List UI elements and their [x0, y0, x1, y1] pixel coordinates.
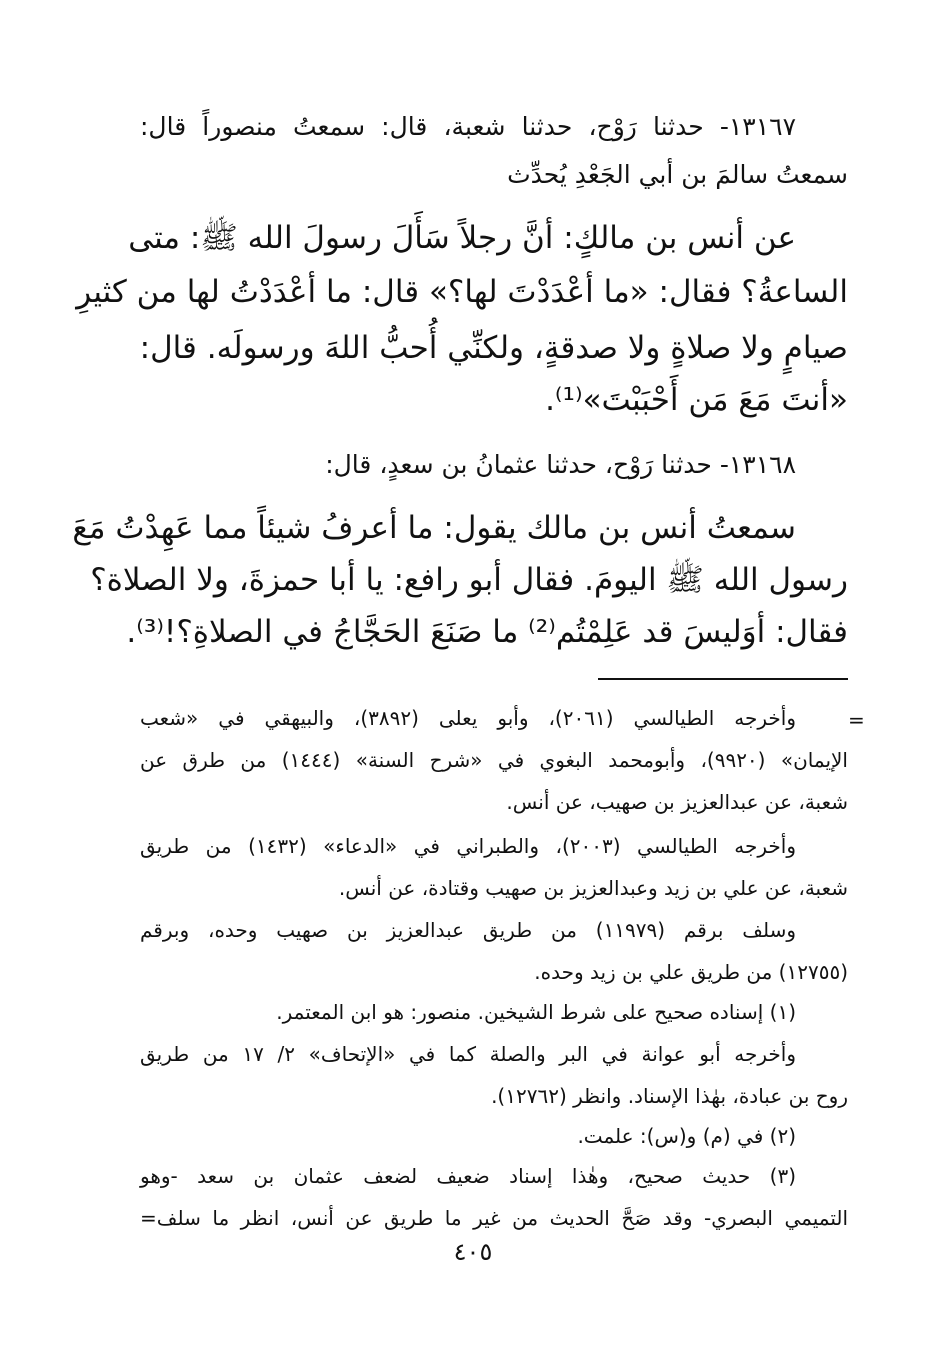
hadith-13168-matn-line-2: رسول الله ﷺ اليومَ. فقال أبو رافع: يا أبا حمزةَ، ولا الصلاة؟	[90, 562, 848, 598]
continuation-mark: =	[848, 708, 865, 732]
footnote-line: وسلف برقم (١١٩٧٩) من طريق عبدالعزيز بن صهيب وحده، وبرقم	[140, 918, 797, 942]
page-number: ٤٠٥	[453, 1238, 493, 1266]
hadith-13167-matn-line-4: «أنتَ مَعَ مَن أَحْبَبْتَ»⁽¹⁾.	[545, 382, 848, 418]
footnote-3-text: (٣) حديث صحيح، وهٰذا إسناد ضعيف لضعف عثمان بن سعد -وهو	[140, 1164, 796, 1188]
hadith-13168-matn-line-1: سمعتُ أنس بن مالك يقول: ما أعرفُ شيئاً مما عَهِدْتُ مَعَ	[72, 510, 796, 546]
hadith-13168-isnad-line: ١٣١٦٨- حدثنا رَوْح، حدثنا عثمانُ بن سعدٍ، قال:	[325, 450, 796, 479]
footnote-line: الإيمان» (٩٩٢٠)، وأبومحمد البغوي في «شرح السنة» (١٤٤٤) من طرق عن	[140, 748, 848, 772]
hadith-13167-matn-line-2: الساعةُ؟ فقال: «ما أعْدَدْتَ لها؟» قال: ما أعْدَدْتُ لها من كثيرِ	[76, 274, 848, 310]
hadith-13168-matn-line-3: فقال: أوَليسَ قد عَلِمْتُم⁽²⁾ ما صَنَعَ الحَجَّاجُ في الصلاةِ؟!⁽³⁾.	[126, 614, 848, 650]
hadith-13167-matn-line-1: عن أنس بن مالكٍ: أنَّ رجلاً سَأَلَ رسولَ الله ﷺ: متى	[128, 220, 796, 256]
footnote-line: التميمي البصري- وقد صَحَّ الحديث من غير ما طريق عن أنس، انظر ما سلف=	[140, 1206, 848, 1230]
footnote-line: شعبة، عن عبدالعزيز بن صهيب، عن أنس.	[506, 790, 848, 814]
hadith-13167-matn-line-3: صيامٍ ولا صلاةٍ ولا صدقةٍ، ولكنِّي أُحبُّ اللهَ ورسولَه. قال:	[139, 330, 848, 366]
footnote-line: شعبة، عن علي بن زيد وعبدالعزيز بن صهيب وقتادة، عن أنس.	[338, 876, 848, 900]
hadith-13167-isnad-line-2: سمعتُ سالمَ بن أبي الجَعْدِ يُحدِّث	[507, 160, 848, 189]
footnote-separator	[598, 678, 848, 680]
footnote-line: روح بن عبادة، بهٰذا الإسناد. وانظر (١٢٧٦٢).	[491, 1084, 848, 1108]
footnote-1-text: (١) إسناده صحيح على شرط الشيخين. منصور: هو ابن المعتمر.	[276, 1000, 796, 1024]
footnote-2-text: (٢) في (م) و(س): علمت.	[577, 1124, 796, 1148]
footnote-line: وأخرجه الطيالسي (٢٠٦١)، وأبو يعلى (٣٨٩٢)، والبيهقي في «شعب	[140, 706, 796, 730]
hadith-13167-isnad-line-1: ١٣١٦٧- حدثنا رَوْح، حدثنا شعبة، قال: سمعتُ منصوراً قال:	[140, 112, 796, 141]
footnote-line: وأخرجه الطيالسي (٢٠٠٣)، والطبراني في «الدعاء» (١٤٣٢) من طريق	[140, 834, 796, 858]
footnote-line: وأخرجه أبو عوانة في البر والصلة كما في «الإتحاف» ٢/ ١٧ من طريق	[140, 1042, 796, 1066]
footnote-line: (١٢٧٥٥) من طريق علي بن زيد وحده.	[534, 960, 848, 984]
